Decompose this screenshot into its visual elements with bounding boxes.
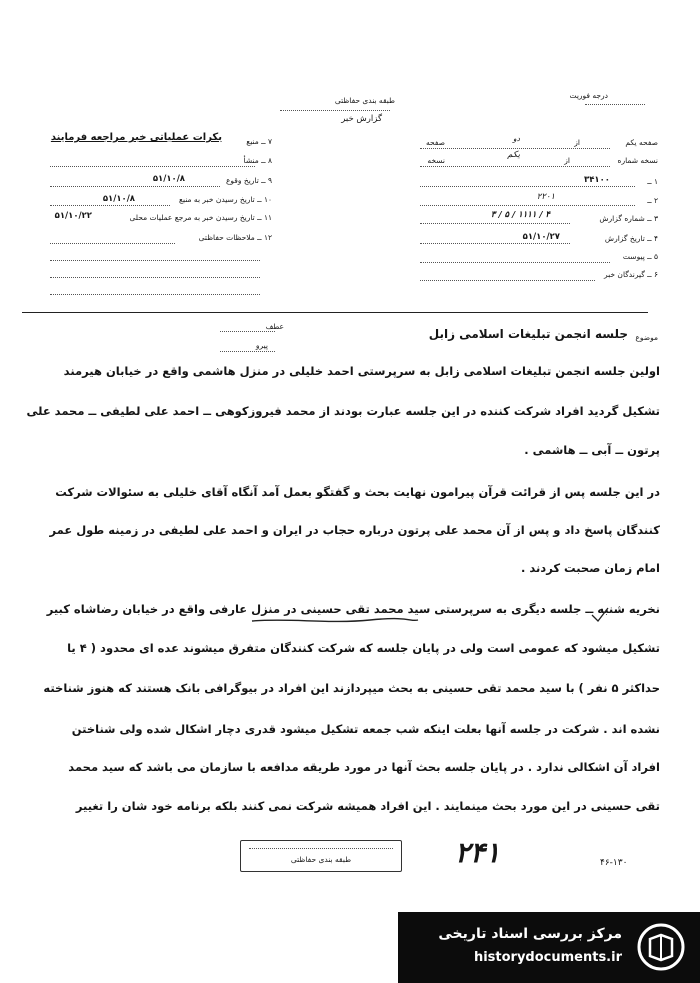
- notes-line-3: [50, 294, 260, 295]
- recipients-label: ۶ ــ گیرندگان خبر: [604, 270, 658, 279]
- recipients-dotted-line: [420, 280, 595, 281]
- notes-line-2: [50, 277, 260, 278]
- report-date-dotted-line: [420, 243, 570, 244]
- body-line: نشده اند . شرکت در جلسه آنها بعلت اینکه شب جمعه تشکیل میشود قدری دچار اشکال شده ولی شناختن: [71, 722, 660, 736]
- attachment-dotted-line: [420, 262, 610, 263]
- report-date-value: ۵۱/۱۰/۲۷: [522, 232, 560, 242]
- atf-label: عطف: [265, 322, 284, 331]
- body-line: پرتون ــ آبی ــ هاشمی .: [524, 443, 660, 457]
- copy-number-of: از: [564, 156, 570, 165]
- report-number-value: ۴ / ۱۱۱۱ / ۵ / ۳: [490, 210, 550, 220]
- field-2-label: ۲ ــ: [647, 196, 658, 205]
- report-title: گزارش خبر: [341, 114, 382, 124]
- security-notes-dotted-line: [50, 243, 175, 244]
- report-number-dotted-line: [420, 223, 570, 224]
- handwritten-underline: [250, 617, 420, 625]
- handwritten-check-mark: [590, 605, 610, 625]
- archive-logo-icon: [636, 922, 686, 972]
- attachment-label: ۵ ــ پیوست: [622, 252, 658, 261]
- source-value: بکرات عملیاتی خبر مراجعه فرمایند: [50, 132, 222, 143]
- occurrence-dotted-line: [50, 186, 220, 187]
- page-number-of: از: [574, 138, 580, 147]
- page-suffix: صفحه: [425, 138, 445, 147]
- source-date-value: ۵۱/۱۰/۸: [102, 194, 135, 204]
- classification-label: طبقه بندی حفاظتی: [334, 96, 395, 105]
- report-number-label: ۳ ــ شماره گزارش: [599, 214, 658, 223]
- field-1-value: ۳۴۱۰۰: [584, 175, 610, 185]
- source-date-dotted-line: [50, 205, 170, 206]
- field-1-dotted-line: [420, 186, 635, 187]
- classification-dotted-line: [280, 110, 390, 111]
- watermark-banner: [398, 912, 700, 983]
- header-separator: [22, 312, 648, 313]
- report-date-label: ۴ ــ تاریخ گزارش: [604, 234, 658, 243]
- body-line: کنندگان پاسخ داد و پس از آن محمد علی پرتون درباره حجاب در ایران و احمد علی لطیفی در زمینه طول عمر: [49, 523, 660, 537]
- body-line: تقی حسینی در این مورد بحث مینمایند . این افراد همیشه شرکت نمی کنند بلکه برنامه خود شان را تغییر: [75, 799, 660, 813]
- body-line: افراد آن اشکالی ندارد . در پایان جلسه بحث آنها در مورد طریقه مدافعه با سازمان می باشد که سید محمد: [68, 760, 660, 774]
- page-total-value: دو: [513, 134, 520, 143]
- stamp-label: طبقه بندی حفاظتی: [290, 855, 352, 864]
- body-line: تشکیل گردید افراد شرکت کننده در این جلسه عبارت بودند از محمد فیروزکوهی ــ احمد علی لطیفی ــ محمد علی: [26, 404, 660, 418]
- body-line: در این جلسه پس از قرائت قرآن پیرامون نهایت بحث و گفتگو بعمل آمد آنگاه آقای خلیلی به سئوالات شرکت: [55, 485, 660, 499]
- body-line: تشکیل میشود که عمومی است ولی در پایان جلسه که شرکت کنندگان متفرق میشوند عده ای محدود ( ۴ یا: [67, 641, 660, 655]
- security-notes-label: ۱۲ ــ ملاحظات حفاظتی: [198, 233, 272, 242]
- watermark-title: مرکز بررسی اسناد تاریخی: [438, 926, 622, 942]
- local-ops-date-value: ۵۱/۱۰/۲۲: [54, 211, 92, 221]
- occurrence-date-value: ۵۱/۱۰/۸: [152, 174, 185, 184]
- watermark-url: historydocuments.ir: [473, 950, 622, 965]
- local-ops-date-label: ۱۱ ــ تاریخ رسیدن خبر به مرجع عملیات محلی: [129, 213, 272, 222]
- source-date-label: ۱۰ ــ تاریخ رسیدن خبر به منبع: [179, 195, 272, 204]
- copy-number-label: نسخه شماره: [617, 156, 658, 165]
- priority-dotted-line: [585, 104, 645, 105]
- body-line: نخریه شنبه ــ جلسه دیگری به سرپرستی سید محمد تقی حسینی در منزل عارفی واقع در خیابان رضاشاه کبیر: [46, 602, 660, 616]
- peyro-dotted-line: [220, 351, 275, 352]
- priority-label: درجه فوریت: [569, 91, 608, 100]
- notes-line-1: [50, 260, 260, 261]
- copy-dotted-line: [420, 166, 610, 167]
- field-2-dotted-line: [420, 205, 635, 206]
- subject-value: جلسه انجمن تبلیغات اسلامی زابل: [428, 327, 628, 341]
- page-dotted-line: [420, 148, 610, 149]
- form-code: ۴۶-۱۳۰: [600, 858, 628, 868]
- atf-dotted-line: [220, 331, 275, 332]
- field-1-label: ۱ ــ: [647, 177, 658, 186]
- page-number-label: صفحه یکم: [625, 138, 658, 147]
- stamp-dotted-line: [249, 848, 393, 849]
- copy-suffix: نسخه: [427, 156, 445, 165]
- copy-number-value: یکم: [507, 150, 520, 160]
- occurrence-date-label: ۹ ــ تاریخ وقوع: [225, 176, 272, 185]
- handwritten-page-number: ۲۴۱: [455, 836, 501, 869]
- field-2-value: ۲۲۰۱: [536, 192, 555, 202]
- peyro-label: پیرو: [255, 341, 268, 350]
- source-label: ۷ ــ منبع: [246, 137, 272, 146]
- body-line: حداکثر ۵ نفر ) با سید محمد تقی حسینی به بحث میپردازند این افراد در بیوگرافی بانک هستند که هنوز شناخته: [43, 681, 660, 695]
- body-line: اولین جلسه انجمن تبلیغات اسلامی زابل به سرپرستی احمد خلیلی در منزل هاشمی واقع در خیابان هیرمند: [63, 364, 660, 378]
- body-line: امام زمان صحبت کردند .: [520, 561, 660, 575]
- classification-stamp: [240, 840, 402, 872]
- origin-dotted-line: [50, 166, 255, 167]
- subject-label: موضوع: [635, 333, 658, 342]
- origin-label: ۸ ــ منشأ: [243, 156, 272, 165]
